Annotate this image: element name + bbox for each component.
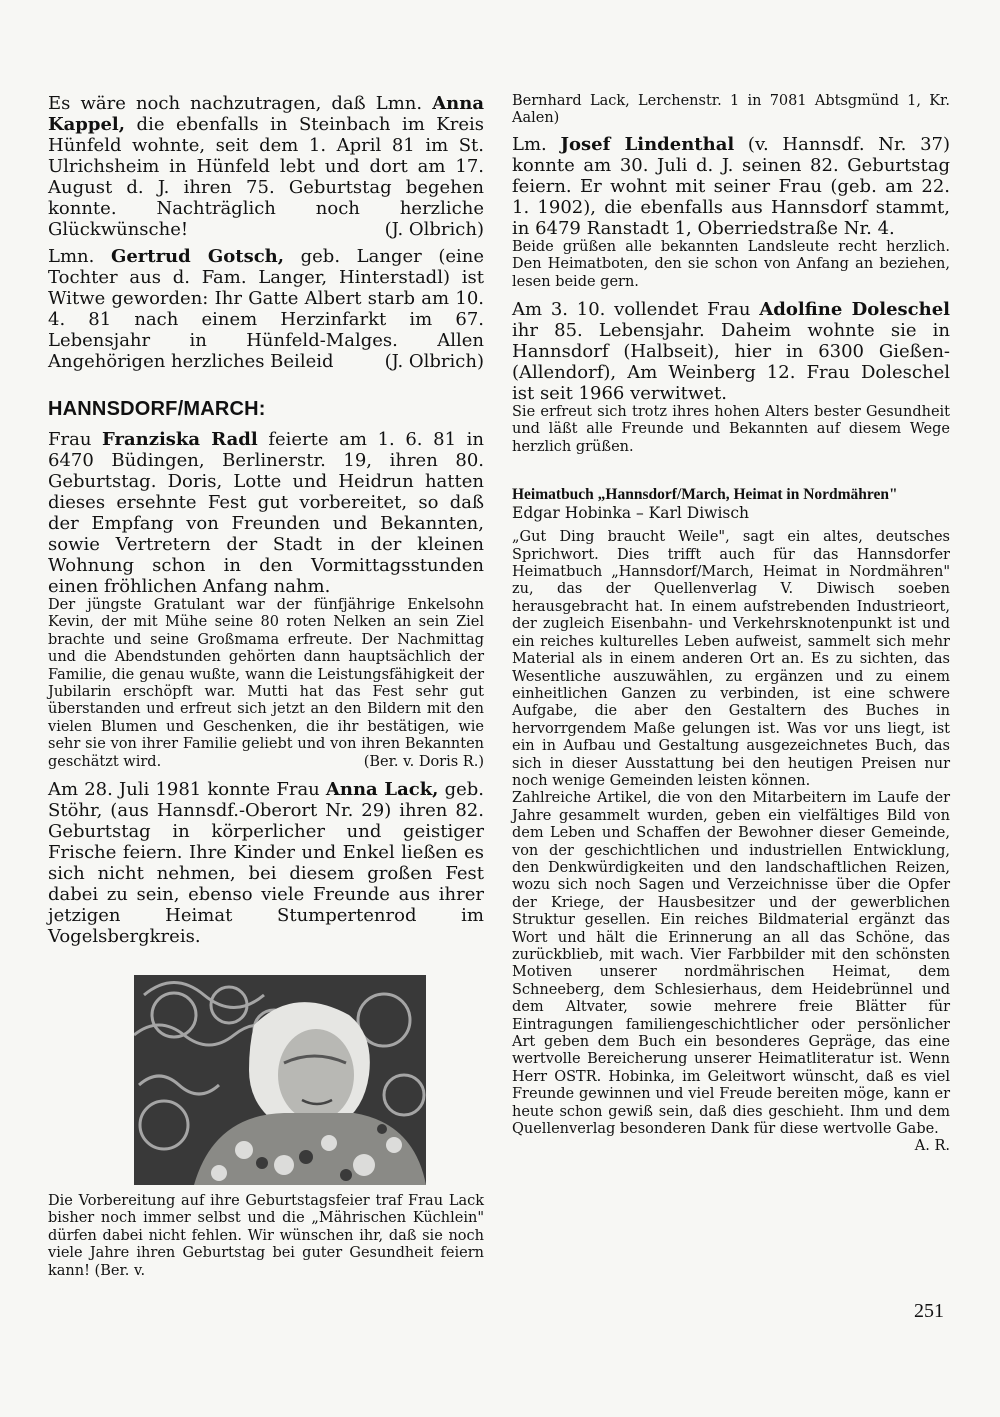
page-number: 251 xyxy=(914,1300,944,1322)
portrait-photo xyxy=(134,975,426,1185)
person-name: Gertrud Gotsch, xyxy=(110,246,285,267)
person-name: Anna Kappel, xyxy=(48,93,484,135)
notice-text: Am 3. 10. vollendet Frau xyxy=(512,299,760,321)
notice-text: feierte am 1. 6. 81 in 6470 Büdingen, Berlinerstr. 19, ihren 80. Geburtstag. Doris, Lotte und Heidrun hatten dieses ersehnte Fest gut vorbereitet, so daß der Empfang von Freunden und Bekannten, sowie Vertretern der Stadt in der kleinen Wohnung schon in den Vormittagsstunden einen fröhlichen Anfang nahm. xyxy=(48,429,485,597)
book-review-paragraph-2 xyxy=(512,790,950,1155)
photo-caption: Die Vorbereitung auf ihre Geburtstagsfeier traf Frau Lack bisher noch immer selbst und die „Mährischen Küchlein" dürfen dabei nicht fehlen. Wir wünschen ihr, daß sie noch viele Jahre ihren Geburtstag bei guter Gesundheit feiern kann! (Ber. v. xyxy=(48,1193,484,1279)
notice-text: Lmn. xyxy=(48,246,111,267)
notice-text: Es wäre noch nachzutragen, daß Lmn. xyxy=(48,93,433,114)
notice-radl xyxy=(48,429,484,597)
notice-text: Der jüngste Gratulant war der fünfjährige Enkelsohn Kevin, der mit Mühe seine 80 roten Nelken an sein Ziel brachte und seine Großmama erfreute. Der Nachmittag und die Abendstunden gehörten dann hauptsächlich der Familie, die genau wußte, wann die Leistungsfähigkeit der Jubilarin erschöpft war. Mutti hat das Fest sehr gut überstanden und erfreut sich jetzt an den Bildern mit den vielen Blumen und Geschenken, die ihr bestätigen, wie sehr sie von ihrer Familie geliebt und von ihren Bekannten geschätzt wird. xyxy=(48,597,484,770)
signature: (Ber. v. Doris R.) xyxy=(363,753,484,770)
signature: A. R. xyxy=(914,1138,950,1155)
person-name: Adolfine Doleschel xyxy=(759,299,950,321)
notice-lindenthal xyxy=(512,134,950,239)
notice-lack-continued: Bernhard Lack, Lerchenstr. 1 in 7081 Abtsgmünd 1, Kr. Aalen) xyxy=(512,93,950,127)
person-name: Anna Lack, xyxy=(325,779,439,801)
notice-lack xyxy=(48,779,484,947)
notice-text: geb. Langer (eine Tochter aus d. Fam. Langer, Hinterstadl) ist Witwe geworden: Ihr Gatte Albert starb am 10. 4. 81 nach einem Herzinfarkt im 67. Lebensjahr in Hünfeld-Malges. Allen Angehörigen herzliches Beileid xyxy=(48,246,485,372)
left-column xyxy=(48,93,484,1280)
notice-text: (v. Hannsdf. Nr. 37) konnte am 30. Juli d. J. seinen 82. Geburtstag feiern. Er wohnt mit seiner Frau (geb. am 22. 1. 1902), die ebenfalls aus Hannsdorf stammt, in 6479 Ranstadt 1, Oberriedstraße Nr. 4. xyxy=(512,133,950,239)
signature: (J. Olbrich) xyxy=(384,351,484,372)
notice-doleschel xyxy=(512,299,950,404)
right-column xyxy=(512,93,950,1156)
signature: (J. Olbrich) xyxy=(384,219,484,240)
notice-text: Frau xyxy=(48,429,103,450)
notice-text: Lm. xyxy=(512,133,561,155)
book-review-paragraph-1: „Gut Ding braucht Weile", sagt ein altes, deutsches Sprichwort. Dies trifft auch für das Hannsdorfer Heimatbuch „Hannsdorf/March, Heimat in Nordmähren" zu, das der Quellenverlag V. Diwisch soeben herausgebracht hat. In einem aufstrebenden Industrieort, der zugleich Eisenbahn- und Verkehrsknotenpunkt ist und ein reiches kulturelles Leben aufweist, sammelt sich mehr Material als in einem anderen Ort an. Es zu sichten, das Wesentliche auszuwählen, zu ergänzen und zu einem einheitlichen Ganzen zu verbinden, ist eine schwere Aufgabe, die aber den Gestaltern des Buches in hervorrgendem Maße gelungen ist. Was vor uns liegt, ist ein in Aufbau und Gestaltung ausgezeichnetes Buch, das sich in dieser Ausstattung bei den heutigen Preisen nur noch wenige Gemeinden leisten können. xyxy=(512,529,950,789)
notice-doleschel-detail: Sie erfreut sich trotz ihres hohen Alters bester Gesundheit und läßt alle Freunde und Bekannten auf diesem Wege herzlich grüßen. xyxy=(512,404,950,455)
notice-text: ihr 85. Lebensjahr. Daheim wohnte sie in Hannsdorf (Halbseit), hier in 6300 Gießen-(Allendorf), Am Weinberg 12. Frau Doleschel ist seit 1966 verwitwet. xyxy=(512,320,950,405)
notice-text: Zahlreiche Artikel, die von den Mitarbeitern im Laufe der Jahre gesammelt wurden, geben ein vielfältiges Bild von dem Leben und Schaffen der Bewohner dieser Gemeinde, von der geschichtlichen und industriellen Entwicklung, den Denkwürdigkeiten und den landschaftlichen Reizen, wozu sich noch Sagen und Verzeichnisse über die Opfer der Kriege, der Hausbesitzer und der gewerblichen Struktur gesellen. Ein reiches Bildmaterial ergänzt das Wort und hält die Erinnerung an all das Schöne, das zurückblieb, mit wach. Vier Farbbilder mit den schönsten Motiven unserer nordmährischen Heimat, dem Schneeberg, dem Schlesierhaus, dem Heidebrünnel und dem Altvater, sowie mehrere freie Blätter für Eintragungen familiengeschichtlicher oder persönlicher Art geben dem Buch ein besonderes Gepräge, das eine wertvolle Bereicherung unserer Heimatliteratur ist. Wenn Herr OSTR. Hobinka, im Geleitwort wünscht, daß es viel Freunde gewinnen und viel Freude bereiten möge, kann er heute schon gewiß sein, daß dies geschieht. Ihm und dem Quellenverlag besonderen Dank für diese wertvolle Gabe. xyxy=(512,790,950,1138)
notice-lindenthal-detail: Beide grüßen alle bekannten Landsleute recht herzlich. Den Heimatboten, den sie schon von Anfang an beziehen, lesen beide gern. xyxy=(512,238,950,290)
notice-text: geb. Stöhr, (aus Hannsdf.-Oberort Nr. 29) ihren 82. Geburtstag in körperlicher und geistiger Frische feiern. Ihre Kinder und Enkel ließen es sich nicht nehmen, bei diesem großen Fest dabei zu sein, ebenso viele Freunde aus ihrer jetzigen Heimat Stumpertenrod im Vogelsbergkreis. xyxy=(48,779,484,948)
notice-kappel xyxy=(48,93,484,240)
person-name: Josef Lindenthal xyxy=(560,133,735,155)
book-review-title: Heimatbuch „Hannsdorf/March, Heimat in Nordmähren" xyxy=(512,486,898,504)
notice-text: die ebenfalls in Steinbach im Kreis Hünfeld wohnte, seit dem 1. April 81 im St. Ulrichsheim in Hünfeld lebt und dort am 17. August d. J. ihren 75. Geburtstag begehen konnte. Nachträglich noch herzliche Glückwünsche! xyxy=(48,114,484,240)
notice-gotsch xyxy=(48,246,484,372)
notice-radl-detail xyxy=(48,597,484,771)
section-heading: HANNSDORF/MARCH: xyxy=(48,398,266,420)
book-authors: Edgar Hobinka – Karl Diwisch xyxy=(512,504,750,523)
person-name: Franziska Radl xyxy=(102,429,258,450)
notice-text: Am 28. Juli 1981 konnte Frau xyxy=(48,779,326,801)
